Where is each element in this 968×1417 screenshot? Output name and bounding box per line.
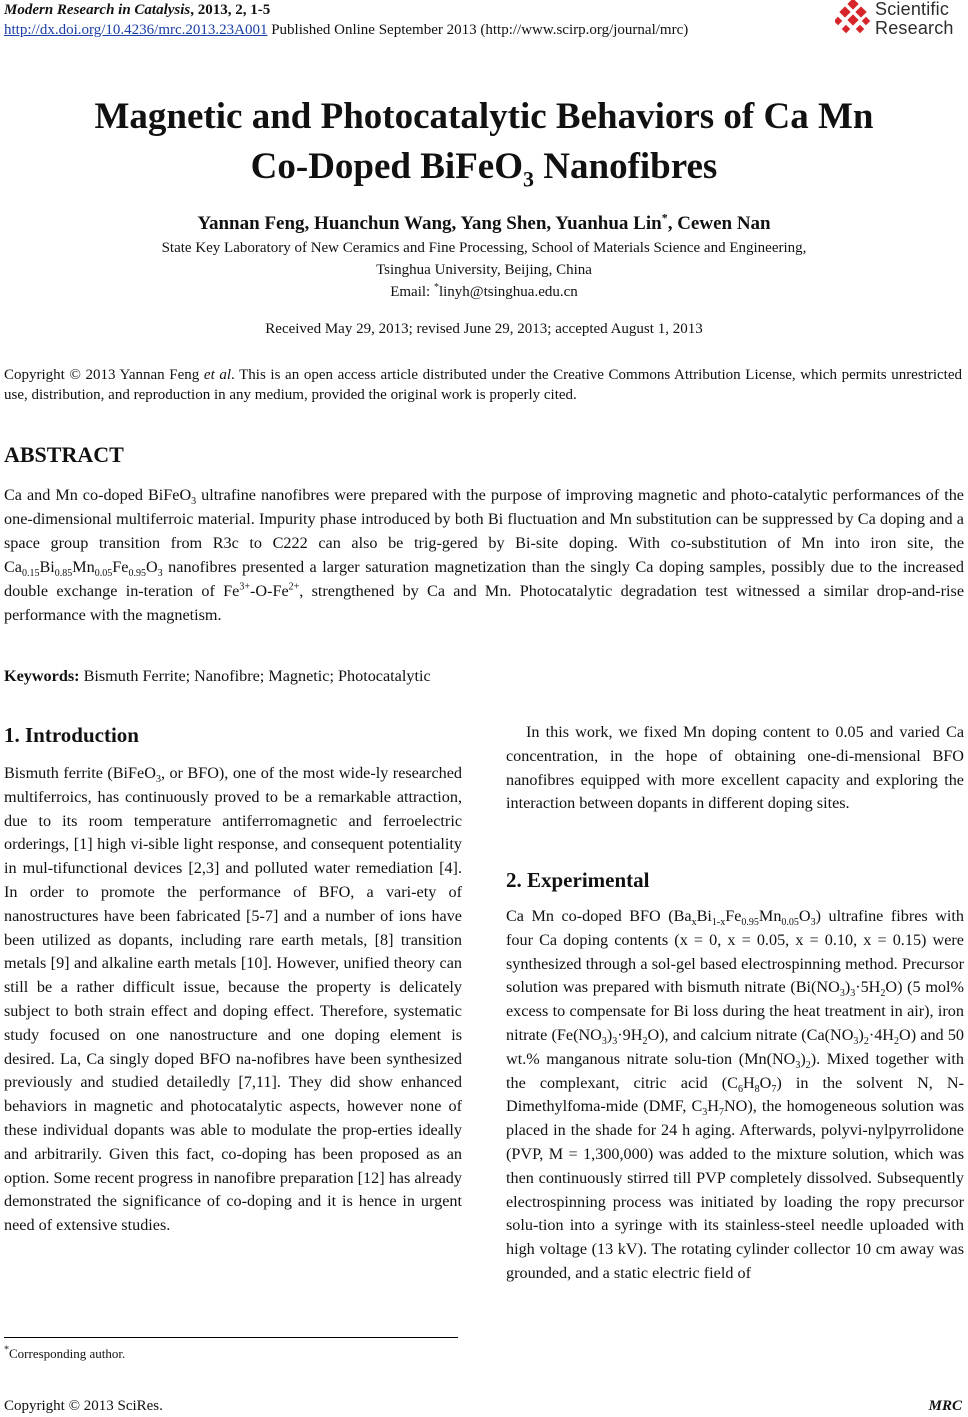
article-title: [0, 92, 968, 192]
footnote-divider: [4, 1337, 458, 1338]
received-dates: Received May 29, 2013; revised June 29, 2013; accepted August 1, 2013: [265, 321, 703, 337]
experimental-heading: 2. Experimental: [506, 868, 650, 892]
introduction-text: Bismuth ferrite (BiFeO$_3$, or BFO), one of the most wide-ly researched multiferroics, has continuously proved to be a remarkable attraction, due to its room temperature antiferromagnetic and ferroelectric orderings, [1] high vi-sible light response, and consequent potentiality in mul-tifunctional devices [2,3] and polluted water remediation [4]. In order to promote the performance of BFO, a vari-ety of nanostructures have been fabricated [5-7] and a number of ions have been utilized as dopants, including rare earth metals, [8] transition metals [9] and alkaline earth metals [10]. However, unified theory can still be a rather difficult issue, because the property is delicately subject to both strain effect and doping effect. Therefore, systematic study focused on one nanostructure and one doping element is desired. La, Ca singly doped BFO na-nofibres have been synthesized previously and studied detailedly [7,11]. They did show enhanced behaviors in magnetic and photocatalytic aspects, however none of these individual dopants was able to modulate the prop-erties ideally and arbitrarily. Given this fact, co-doping has been proposed as an option. Some recent progress in nanofibre preparation [12] has already demonstrated the significance of co-doping and it is hence in urgent need of extensive studies.: [4, 764, 463, 1235]
doi-link[interactable]: http://dx.doi.org/10.4236/mrc.2013.23A001: [4, 22, 268, 38]
affiliation-line1: State Key Laboratory of New Ceramics and Fine Processing, School of Materials Science and Engineering,: [161, 240, 807, 256]
journal-volume: , 2013, 2, 1-5: [190, 2, 271, 18]
email-line: Email: *linyh@tsinghua.edu.cn: [390, 282, 578, 300]
authors: Yannan Feng, Huanchun Wang, Yang Shen, Yuanhua Lin*, Cewen Nan: [197, 210, 771, 234]
keywords: [4, 664, 431, 688]
abstract-text: Ca and Mn co-doped BiFeO$_3$ ultrafine nanofibres were prepared with the purpose of improving magnetic and photo-catalytic performances of the one-dimensional multiferroic material. Impurity phase introduced by both Bi fluctuation and Mn substitution can be suppressed by Ca doping and a space group transition from R3c to C222 can also be trig-gered by Bi-site doping. With co-substitution of Mn into iron site, the $Ca_{0.15}Bi_{0.85}Mn_{0.05}Fe_{0.95}O_3$ nanofibres presented a larger saturation magnetization than the singly Ca doping samples, possibly due to the increased double exchange in-teration of $Fe^{3+}-O-Fe^{2+}$, strengthened by Ca and Mn. Photocatalytic degradation test witnessed a similar drop-and-rise performance with the magnetism.: [4, 486, 964, 624]
published-online: Published Online September 2013 (http://www.scirp.org/journal/mrc): [267, 22, 689, 38]
intro-continuation: In this work, we fixed Mn doping content to 0.05 and varied Ca concentration, in the hope of obtaining one-di-mensional BFO nanofibres equipped with more excellent capacity and exploring the interaction between dopants in different doping sites.: [506, 723, 964, 813]
title-line2: Co-Doped BiFeO$_3$ Nanofibres: [250, 146, 718, 192]
doi-line: [4, 21, 688, 39]
logo-text: [875, 0, 954, 38]
logo-line1: Scientific: [875, 0, 950, 19]
keywords-list: Bismuth Ferrite; Nanofibre; Magnetic; Photocatalytic: [79, 667, 431, 685]
experimental-text: Ca Mn co-doped BFO $(Ba_xBi_{1-x}Fe_{0.95}Mn_{0.05}O_3)$ ultrafine fibres with four Ca doping contents (x = 0, x = 0.05, x = 0.10, x = 0.15) were synthesized through a sol-gel based electrospinning method. Precursor solution was prepared with bismuth nitrate $(Bi(NO_3)_3\cdot 5H_2O)$ (5 mol% excess to compensate for Bi loss during the heat treatment in air), iron nitrate $(Fe(NO_3)_3\cdot 9H_2O)$, and calcium nitrate $(Ca(NO_3)_2\cdot 4H_2O)$ and 50 wt.% manganous nitrate solu-tion $(Mn(NO_3)_2)$. Mixed together with the complexant, citric acid $(C_6H_8O_7)$ in the solvent N, N-Dimethylfoma-mide (DMF, $C_3H_7NO$), the homogeneous solution was placed in the shade for 24 h aging. Afterwards, polyvi-nylpyrrolidone (PVP, M = 1,300,000) was added to the mixture solution, which was then continuously stirred till PVP completely dissolved. Subsequently electrospinning process was initiated by loading the ropy precursor solu-tion into a syringe with its stainless-steel needle uploaded with high voltage (13 kV). The rotating cylinder collector 10 cm away was grounded, and a static electric field of: [506, 907, 965, 1282]
footnote: *Corresponding author.: [4, 1344, 126, 1361]
logo-line2: Research: [875, 18, 954, 38]
footer-journal-abbr: MRC: [928, 1398, 962, 1414]
affiliation-line2: Tsinghua University, Beijing, China: [376, 262, 592, 278]
journal-citation: [4, 1, 270, 19]
email-address: linyh@tsinghua.edu.cn: [438, 284, 578, 300]
footer-copyright: Copyright © 2013 SciRes.: [4, 1398, 163, 1414]
publisher-logo: [835, 0, 960, 42]
journal-name: Modern Research in Catalysis: [4, 2, 191, 18]
copyright-notice: Copyright © 2013 Yannan Feng et al. This is an open access article distributed under the Creative Commons Attribution License, which permits unrestricted use, distribution, and reproduction in any medium, provided the original work is properly cited.: [4, 367, 962, 403]
scirp-logo-icon: [835, 0, 873, 40]
introduction-heading: 1. Introduction: [4, 723, 139, 747]
title-line1: Magnetic and Photocatalytic Behaviors of Ca Mn: [94, 96, 874, 137]
keywords-label: Keywords:: [4, 667, 80, 685]
abstract-heading: ABSTRACT: [4, 442, 124, 467]
